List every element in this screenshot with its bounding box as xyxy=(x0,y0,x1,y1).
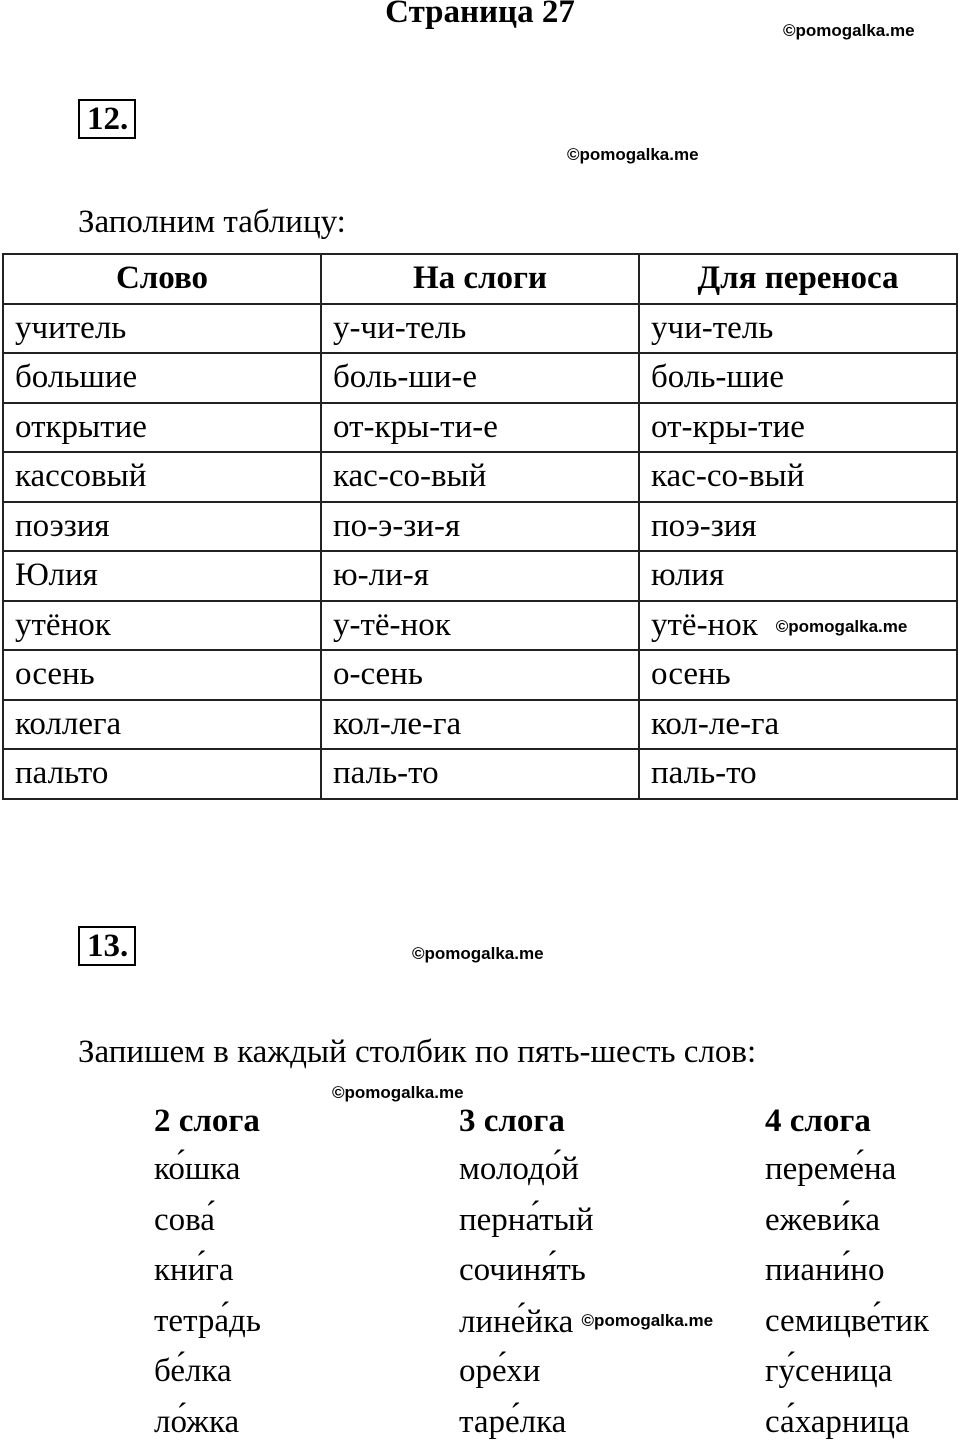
column-header-word: Слово xyxy=(3,254,321,304)
column-header: 4 слога xyxy=(765,1098,929,1144)
word-item: семицве́тик xyxy=(765,1296,929,1347)
word-item: оре́хи xyxy=(459,1346,713,1397)
cell-syllables: кас-со-вый xyxy=(321,452,639,502)
watermark: ©pomogalka.me xyxy=(412,944,544,964)
task-number-12: 12. xyxy=(78,99,136,139)
cell-word: утёнок xyxy=(3,601,321,651)
watermark: ©pomogalka.me xyxy=(567,145,699,165)
column-4-syllables xyxy=(765,1098,929,1447)
word-item: ко́шка xyxy=(154,1144,261,1195)
column-2-syllables xyxy=(154,1098,261,1447)
cell-hyphenation xyxy=(639,601,957,651)
page-title: Страница 27 xyxy=(0,0,960,31)
table-row xyxy=(3,304,957,354)
word-item: ло́жка xyxy=(154,1397,261,1447)
cell-hyphenation: паль-то xyxy=(639,749,957,799)
column-header-syllables: На слоги xyxy=(321,254,639,304)
cell-word: большие xyxy=(3,353,321,403)
table-row xyxy=(3,700,957,750)
word-item: гу́сеница xyxy=(765,1346,929,1397)
cell-hyphenation: осень xyxy=(639,650,957,700)
word-item: кни́га xyxy=(154,1245,261,1296)
watermark: ©pomogalka.me xyxy=(582,1311,714,1330)
word-item: сова́ xyxy=(154,1195,261,1246)
cell-word: поэзия xyxy=(3,502,321,552)
cell-syllables: паль-то xyxy=(321,749,639,799)
cell-hyphenation: поэ-зия xyxy=(639,502,957,552)
cell-word: осень xyxy=(3,650,321,700)
cell-syllables: ю-ли-я xyxy=(321,551,639,601)
cell-word: кассовый xyxy=(3,452,321,502)
task12-intro: Заполним таблицу: xyxy=(78,204,346,241)
cell-hyphenation: кас-со-вый xyxy=(639,452,957,502)
cell-word: открытие xyxy=(3,403,321,453)
cell-syllables: от-кры-ти-е xyxy=(321,403,639,453)
task-number-13: 13. xyxy=(78,926,136,966)
table-row xyxy=(3,452,957,502)
watermark: ©pomogalka.me xyxy=(332,1083,464,1103)
cell-hyphenation: кол-ле-га xyxy=(639,700,957,750)
cell-hyphenation-text: утё-нок xyxy=(651,607,758,643)
cell-hyphenation: боль-шие xyxy=(639,353,957,403)
cell-hyphenation: от-кры-тие xyxy=(639,403,957,453)
word-item: пиани́но xyxy=(765,1245,929,1296)
table-row xyxy=(3,749,957,799)
cell-syllables: у-чи-тель xyxy=(321,304,639,354)
task13-intro: Запишем в каждый столбик по пять-шесть слов: xyxy=(78,1034,756,1071)
cell-syllables: о-сень xyxy=(321,650,639,700)
cell-hyphenation: юлия xyxy=(639,551,957,601)
word-item: тетра́дь xyxy=(154,1296,261,1347)
word-item: перна́тый xyxy=(459,1195,713,1246)
column-header: 2 слога xyxy=(154,1098,261,1144)
word-item: ежеви́ка xyxy=(765,1195,929,1246)
table-row xyxy=(3,353,957,403)
column-header: 3 слога xyxy=(459,1098,713,1144)
word-item: таре́лка xyxy=(459,1397,713,1447)
cell-hyphenation: учи-тель xyxy=(639,304,957,354)
word-item: переме́на xyxy=(765,1144,929,1195)
table-row xyxy=(3,650,957,700)
table-row xyxy=(3,502,957,552)
watermark: ©pomogalka.me xyxy=(783,21,915,41)
word-item: бе́лка xyxy=(154,1346,261,1397)
cell-word: Юлия xyxy=(3,551,321,601)
cell-syllables: боль-ши-е xyxy=(321,353,639,403)
cell-syllables: кол-ле-га xyxy=(321,700,639,750)
table-row xyxy=(3,601,957,651)
word-item: молодо́й xyxy=(459,1144,713,1195)
syllable-table xyxy=(2,253,958,800)
cell-word: коллега xyxy=(3,700,321,750)
word-text: лине́йка xyxy=(459,1304,573,1340)
cell-word: пальто xyxy=(3,749,321,799)
table-row xyxy=(3,551,957,601)
cell-syllables: по-э-зи-я xyxy=(321,502,639,552)
table-row xyxy=(3,403,957,453)
cell-word: учитель xyxy=(3,304,321,354)
word-item: са́харница xyxy=(765,1397,929,1447)
watermark: ©pomogalka.me xyxy=(776,617,908,636)
table-header-row xyxy=(3,254,957,304)
word-item: сочиня́ть xyxy=(459,1245,713,1296)
column-3-syllables xyxy=(459,1098,713,1447)
column-header-hyphenation: Для переноса xyxy=(639,254,957,304)
cell-syllables: у-тё-нок xyxy=(321,601,639,651)
word-item xyxy=(459,1296,713,1347)
